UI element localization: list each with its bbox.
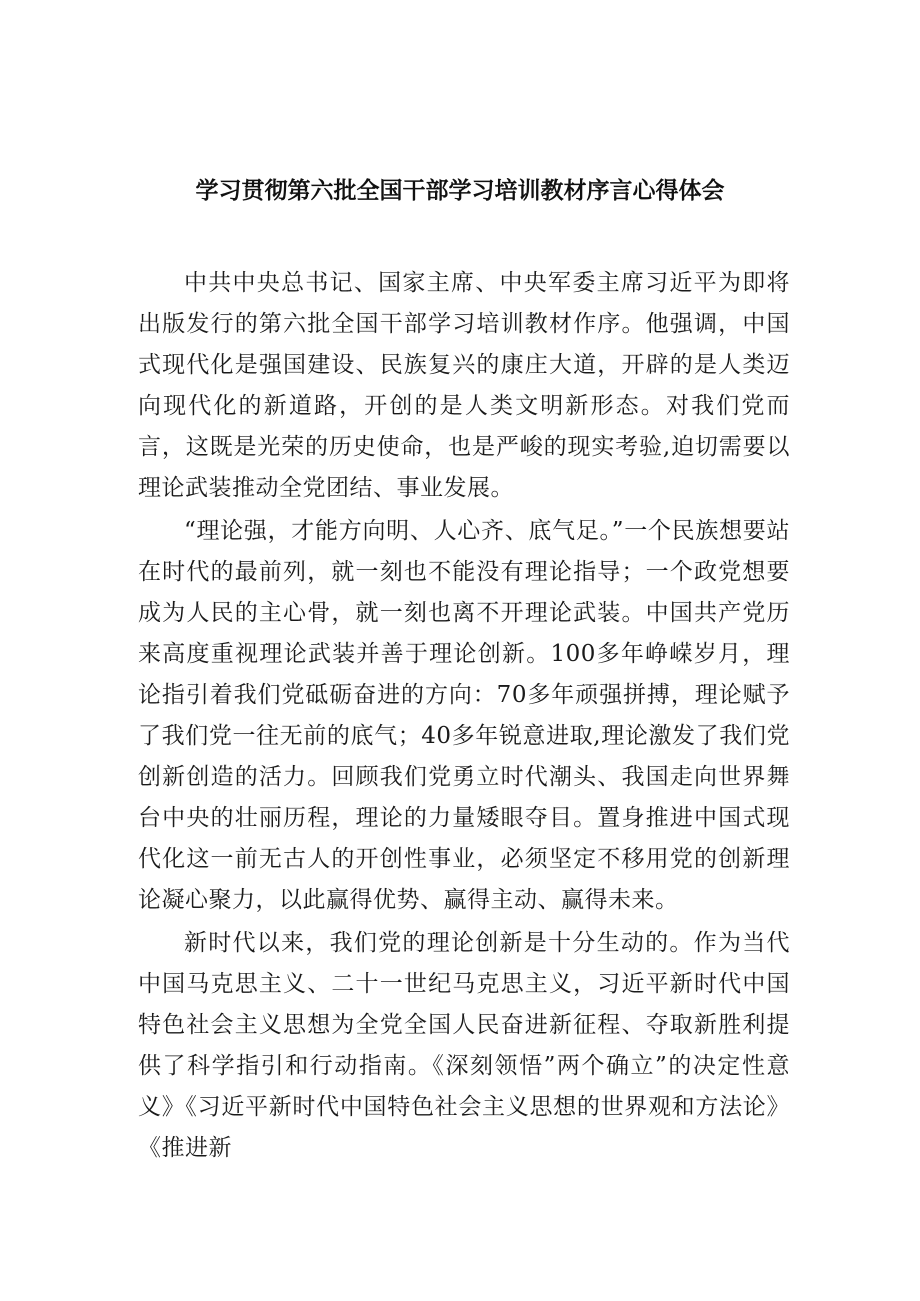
document-title: 学习贯彻第六批全国干部学习培训教材序言心得体会 — [195, 178, 725, 204]
document-body — [138, 263, 790, 1171]
paragraph-1: 中共中央总书记、国家主席、中央军委主席习近平为即将出版发行的第六批全国干部学习培训教材作序。他强调，中国式现代化是强国建设、民族复兴的康庄大道，开辟的是人类迈向现代化的新道路，开创的是人类文明新形态。对我们党而言，这既是光荣的历史使命，也是严峻的现实考验,迫切需要以理论武装推动全党团结、事业发展。 — [138, 270, 790, 501]
paragraph-2: “理论强，才能方向明、人心齐、底气足。”一个民族想要站在时代的最前列，就一刻也不能没有理论指导；一个政党想要成为人民的主心骨，就一刻也离不开理论武装。中国共产党历来高度重视理论武装并善于理论创新。100多年峥嵘岁月，理论指引着我们党砥砺奋进的方向：70多年顽强拼搏，理论赋予了我们党一往无前的底气；40多年锐意进取,理论激发了我们党创新创造的活力。回顾我们党勇立时代潮头、我国走向世界舞台中央的壮丽历程，理论的力量矮眼夺目。置身推进中国式现代化这一前无古人的开创性事业，必须坚定不移用党的创新理论凝心聚力，以此赢得优势、赢得主动、赢得未来。 — [138, 518, 790, 913]
paragraph-3: 新时代以来，我们党的理论创新是十分生动的。作为当代中国马克思主义、二十一世纪马克思主义，习近平新时代中国特色社会主义思想为全党全国人民奋进新征程、夺取新胜利提供了科学指引和行动指南。《深刻领悟”两个确立”的决定性意义》《习近平新时代中国特色社会主义思想的世界观和方法论》《推进新 — [138, 930, 790, 1161]
